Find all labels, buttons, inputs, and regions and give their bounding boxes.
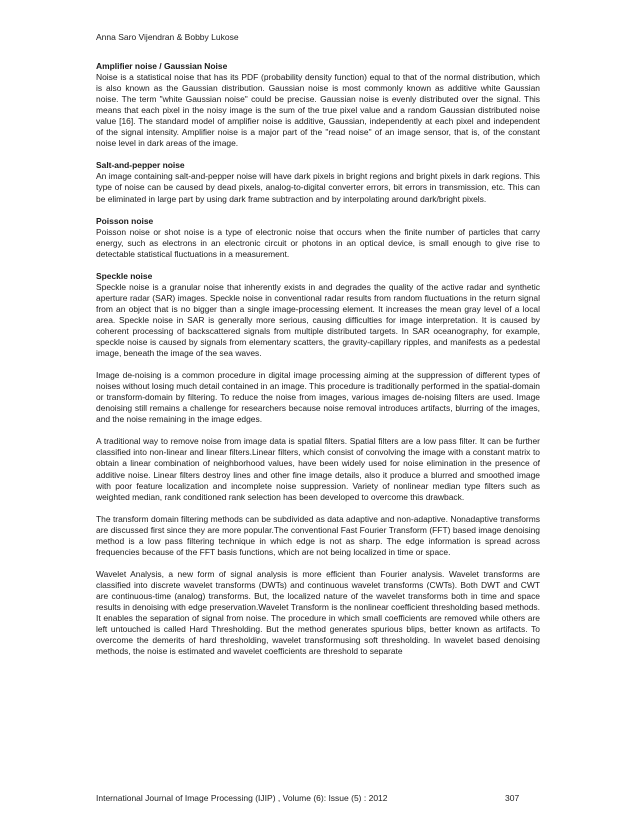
- paragraph: The transform domain filtering methods can be subdivided as data adaptive and non-adaptive. Nonadaptive transforms are discussed first since they are more popular.The conventional Fast Fourier Transform (FFT) based image denoising method is a low pass filtering technique in which edge is not as sharp. The edge information is spread across frequencies because of the FFT basis functions, which are not being localized in time or space.: [96, 513, 540, 557]
- section-gaussian-noise: [96, 61, 540, 149]
- section-heading: Salt-and-pepper noise: [96, 160, 185, 171]
- running-header: Anna Saro Vijendran & Bobby Lukose: [96, 32, 239, 42]
- paragraph: Speckle noise is a granular noise that inherently exists in and degrades the quality of the active radar and synthetic aperture radar (SAR) images. Speckle noise in conventional radar results from random fluctuations in the return signal from an object that is no bigger than a single image-processing element. It increases the mean gray level of a local area. Speckle noise in SAR is generally more serious, causing difficulties for image interpretation. It is caused by coherent processing of backscattered signals from multiple distributed targets. In SAR oceanography, for example, speckle noise is caused by signals from elementary scatters, the gravity-capillary ripples, and manifests as a pedestal image, beneath the image of the sea waves.: [96, 281, 540, 359]
- page-number: 307: [505, 793, 520, 803]
- section-speckle-noise: [96, 271, 540, 657]
- paragraph: Noise is a statistical noise that has its PDF (probability density function) equal to that of the normal distribution, which is also known as the Gaussian distribution. Gaussian noise is most commonly known as additive white Gaussian noise. The term "white Gaussian noise" could be precise. Gaussian noise is evenly distributed over the signal. This means that each pixel in the noisy image is the sum of the true pixel value and a random Gaussian distributed noise value [16]. The standard model of amplifier noise is additive, Gaussian, independently at each pixel and independent of the signal intensity. Amplifier noise is a major part of the "read noise" of an image sensor, that is, of the constant noise level in dark areas of the image.: [96, 72, 540, 149]
- paragraph: Image de-noising is a common procedure in digital image processing aiming at the suppression of different types of noises without losing much detail contained in an image. This procedure is traditionally performed in the spatial-domain or transform-domain by filtering. To reduce the noise from images, various images de-noising filters are used. Image denoising still remains a challenge for researchers because noise removal introduces artifacts, blurring of the images, and the noise remaining in the image edges.: [96, 370, 540, 425]
- section-salt-and-pepper-noise: [96, 160, 540, 204]
- section-poisson-noise: [96, 216, 540, 260]
- section-heading: Speckle noise: [96, 270, 153, 281]
- section-heading: Poisson noise: [96, 215, 154, 226]
- journal-citation: International Journal of Image Processing (IJIP) , Volume (6): Issue (5) : 2012: [96, 793, 388, 803]
- paragraph: Poisson noise or shot noise is a type of electronic noise that occurs when the finite number of particles that carry energy, such as electrons in an electronic circuit or photons in an optical device, is small enough to give rise to detectable statistical fluctuations in a measurement.: [96, 226, 540, 259]
- paragraph: An image containing salt-and-pepper noise will have dark pixels in bright regions and bright pixels in dark regions. This type of noise can be caused by dead pixels, analog-to-digital converter errors, bit errors in transmission, etc. This can be eliminated in large part by using dark frame subtraction and by interpolating around dark/bright pixels.: [96, 171, 540, 204]
- section-heading: Amplifier noise / Gaussian Noise: [96, 61, 228, 71]
- body-text: [96, 61, 540, 668]
- paragraph: A traditional way to remove noise from image data is spatial filters. Spatial filters are a low pass filter. It can be further classified into non-linear and linear filters.Linear filters, which consist of convolving the image with a constant matrix to obtain a linear combination of neighborhood values, have been widely used for noise elimination in the presence of additive noise. Linear filters destroy lines and other fine image details, also it produce a blurred and smoothed image with poor feature localization and incomplete noise suppression. Variety of nonlinear median type filters such as weighted median, rank conditioned rank selection has been developed to overcome this drawback.: [96, 436, 540, 502]
- paragraph: Wavelet Analysis, a new form of signal analysis is more efficient than Fourier analysis. Wavelet transforms are classified into discrete wavelet transforms (DWTs) and continuous wavelet transforms (CWTs). Both DWT and CWT are continuous-time (analog) transforms. But, the localized nature of the wavelet transforms both in time and space results in denoising with edge preservation.Wavelet Transform is the nonlinear coefficient thresholding based methods. It enables the separation of signal from noise. The procedure in which small coefficients are removed while others are left untouched is called Hard Thresholding. But the method generates spurious blips, better known as artifacts. To overcome the demerits of hard thresholding, wavelet transformusing soft thresholding. In wavelet based denoising methods, the noise is estimated and wavelet coefficients are threshold to separate: [96, 568, 540, 657]
